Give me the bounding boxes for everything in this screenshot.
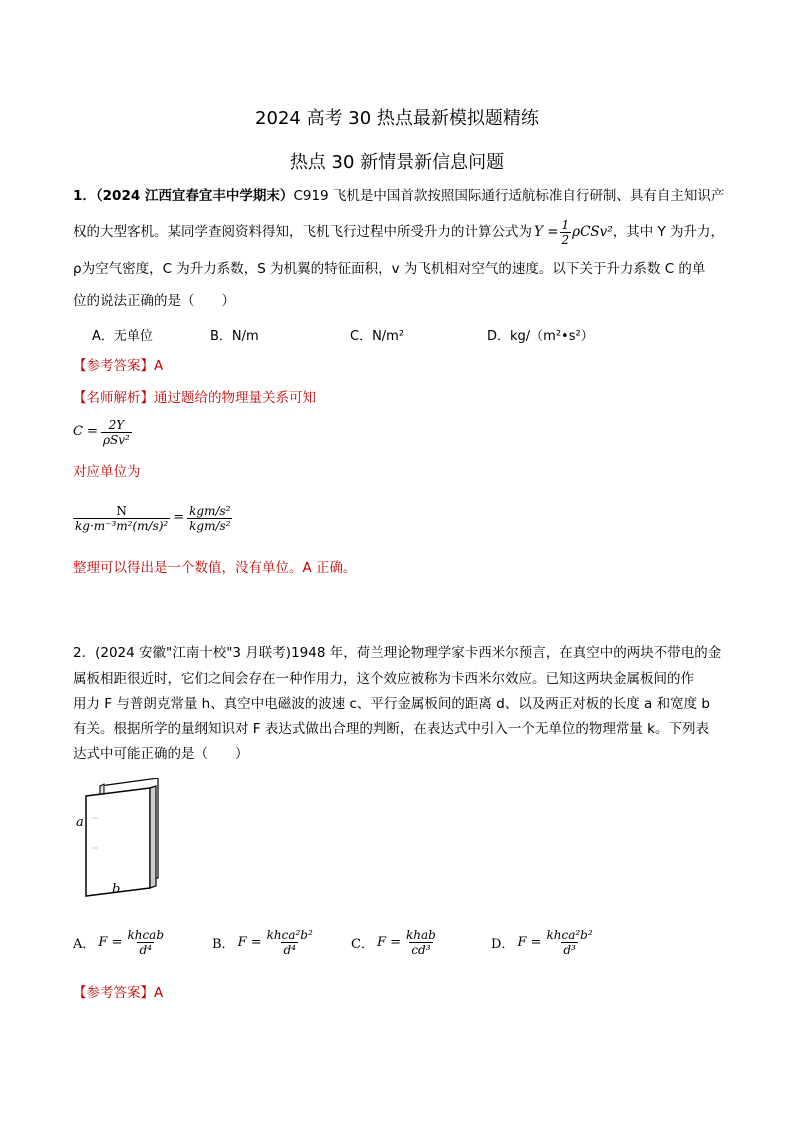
q1-c-formula <box>73 416 733 448</box>
figure-label-b: b <box>112 882 121 897</box>
q2-option-b-lhs: F = <box>237 935 262 950</box>
figure-label-a: a <box>76 815 84 830</box>
q1-unit-num: N <box>116 503 127 518</box>
q1-c-num: 2Y <box>108 417 125 432</box>
q1-formula-frac <box>560 218 572 247</box>
q1-c-den: ρSv² <box>102 432 130 447</box>
q2-line3: 用力 F 与普朗克常量 h、真空中电磁波的波速 c、平行金属板间的距离 d、以及两正对板的长度 a 和宽度 b <box>73 696 710 712</box>
q1-source: （2024 江西宜春宜丰中学期末） <box>95 188 294 204</box>
q1-answer-value: A <box>154 358 164 374</box>
front-plate-face <box>86 788 150 896</box>
q2-option-c-num: khab <box>406 928 436 942</box>
q1-formula-rhs: ρCSv² <box>572 224 613 240</box>
q2-line4: 有关。根据所学的量纲知识对 F 表达式做出合理的判断，在表达式中引入一个无单位的物理常量 k。下列表 <box>73 721 709 737</box>
q2-option-d-frac <box>544 928 594 957</box>
q2-option-b-label: B． <box>212 937 235 952</box>
page-title: 2024 高考 30 热点最新模拟题精练 <box>255 108 539 129</box>
q1-answer <box>73 356 733 376</box>
q1-conclusion: 整理可以得出是一个数值，没有单位。A 正确。 <box>73 560 357 576</box>
q1-stem-1: C919 飞机是中国首款按照国际通行适航标准自行研制、具有自主知识产 <box>293 188 725 204</box>
page-subtitle: 热点 30 新情景新信息问题 <box>289 152 505 173</box>
q1-c-lhs: C = <box>73 424 98 439</box>
q2-option-b <box>212 928 315 957</box>
front-plate-edge <box>150 786 156 888</box>
q2-option-a <box>73 928 166 957</box>
q2-option-a-num: khcab <box>127 928 164 942</box>
q1-stem-2a: 权的大型客机。某同学查阅资料得知，飞机飞行过程中所受升力的计算公式为 <box>73 224 532 240</box>
q2-option-a-den: d⁴ <box>139 943 152 957</box>
q1-stem-2b: ，其中 Y 为升力， <box>612 224 725 240</box>
q2-option-a-frac <box>125 928 166 957</box>
q1-c-frac <box>101 418 132 447</box>
q2-option-b-num: khca²b² <box>266 928 313 942</box>
q1-line2 <box>73 218 733 246</box>
q2-answer-label: 【参考答案】 <box>73 985 154 1001</box>
q1-number: 1． <box>73 188 96 204</box>
q1-option-b: B．N/m <box>210 329 259 344</box>
q1-unit-eq: = <box>173 510 185 525</box>
q1-answer-label: 【参考答案】 <box>73 358 154 374</box>
q1-unit-frac2 <box>187 504 232 533</box>
q1-option-a: A．无单位 <box>92 329 153 344</box>
q2-option-c-frac <box>404 928 438 957</box>
q2-line2: 属板相距很近时，它们之间会存在一种作用力，这个效应被称为卡西米尔效应。已知这两块金属板间的作 <box>73 671 694 687</box>
q1-stem-4: 位的说法正确的是（ ） <box>73 293 235 309</box>
q2-option-a-lhs: F = <box>98 935 123 950</box>
q1-analysis-text: 通过题给的物理量关系可知 <box>154 390 316 406</box>
q1-stem-3: ρ为空气密度，C 为升力系数，S 为机翼的特征面积，v 为飞机相对空气的速度。以下关于升力系数 C 的单 <box>73 261 706 277</box>
q1-line1 <box>73 186 733 206</box>
q2-option-d-label: D． <box>491 937 515 952</box>
q2-answer <box>73 983 733 1003</box>
q1-unit-den: kg·m⁻³m²(m/s)² <box>75 518 169 533</box>
q2-answer-value: A <box>154 985 164 1001</box>
q1-formula-den: 2 <box>561 232 570 247</box>
q1-unit-label: 对应单位为 <box>73 464 141 480</box>
q2-option-c-lhs: F = <box>376 935 401 950</box>
q1-formula-num: 1 <box>561 217 570 232</box>
q2-option-b-frac <box>265 928 315 957</box>
q2-option-d-lhs: F = <box>517 935 542 950</box>
q1-formula-lhs: Y = <box>534 224 559 240</box>
q2-option-d <box>491 928 595 957</box>
q1-unit-formula <box>73 498 733 538</box>
q1-option-c: C．N/m² <box>350 329 405 344</box>
q2-option-d-den: d³ <box>563 943 576 957</box>
q2-option-a-label: A． <box>73 937 96 952</box>
q2-option-d-num: khca²b² <box>546 928 593 942</box>
q1-unit-num2: kgm/s² <box>189 503 231 518</box>
q2-option-c <box>351 928 438 957</box>
q2-option-c-label: C． <box>351 937 374 952</box>
q1-analysis <box>73 388 733 408</box>
q2-option-b-den: d⁴ <box>283 943 296 957</box>
q1-unit-frac1 <box>73 504 170 533</box>
q2-option-c-den: cd³ <box>411 943 431 957</box>
q2-line5: 达式中可能正确的是（ ） <box>73 746 249 762</box>
q1-analysis-label: 【名师解析】 <box>73 390 154 406</box>
q1-option-d: D．kg/（m²•s²） <box>487 329 594 344</box>
q1-unit-den2: kgm/s² <box>189 518 231 533</box>
q2-line1: 2．(2024 安徽"江南十校"3 月联考)1948 年，荷兰理论物理学家卡西米尔预言，在真空中的两块不带电的金 <box>73 645 722 661</box>
